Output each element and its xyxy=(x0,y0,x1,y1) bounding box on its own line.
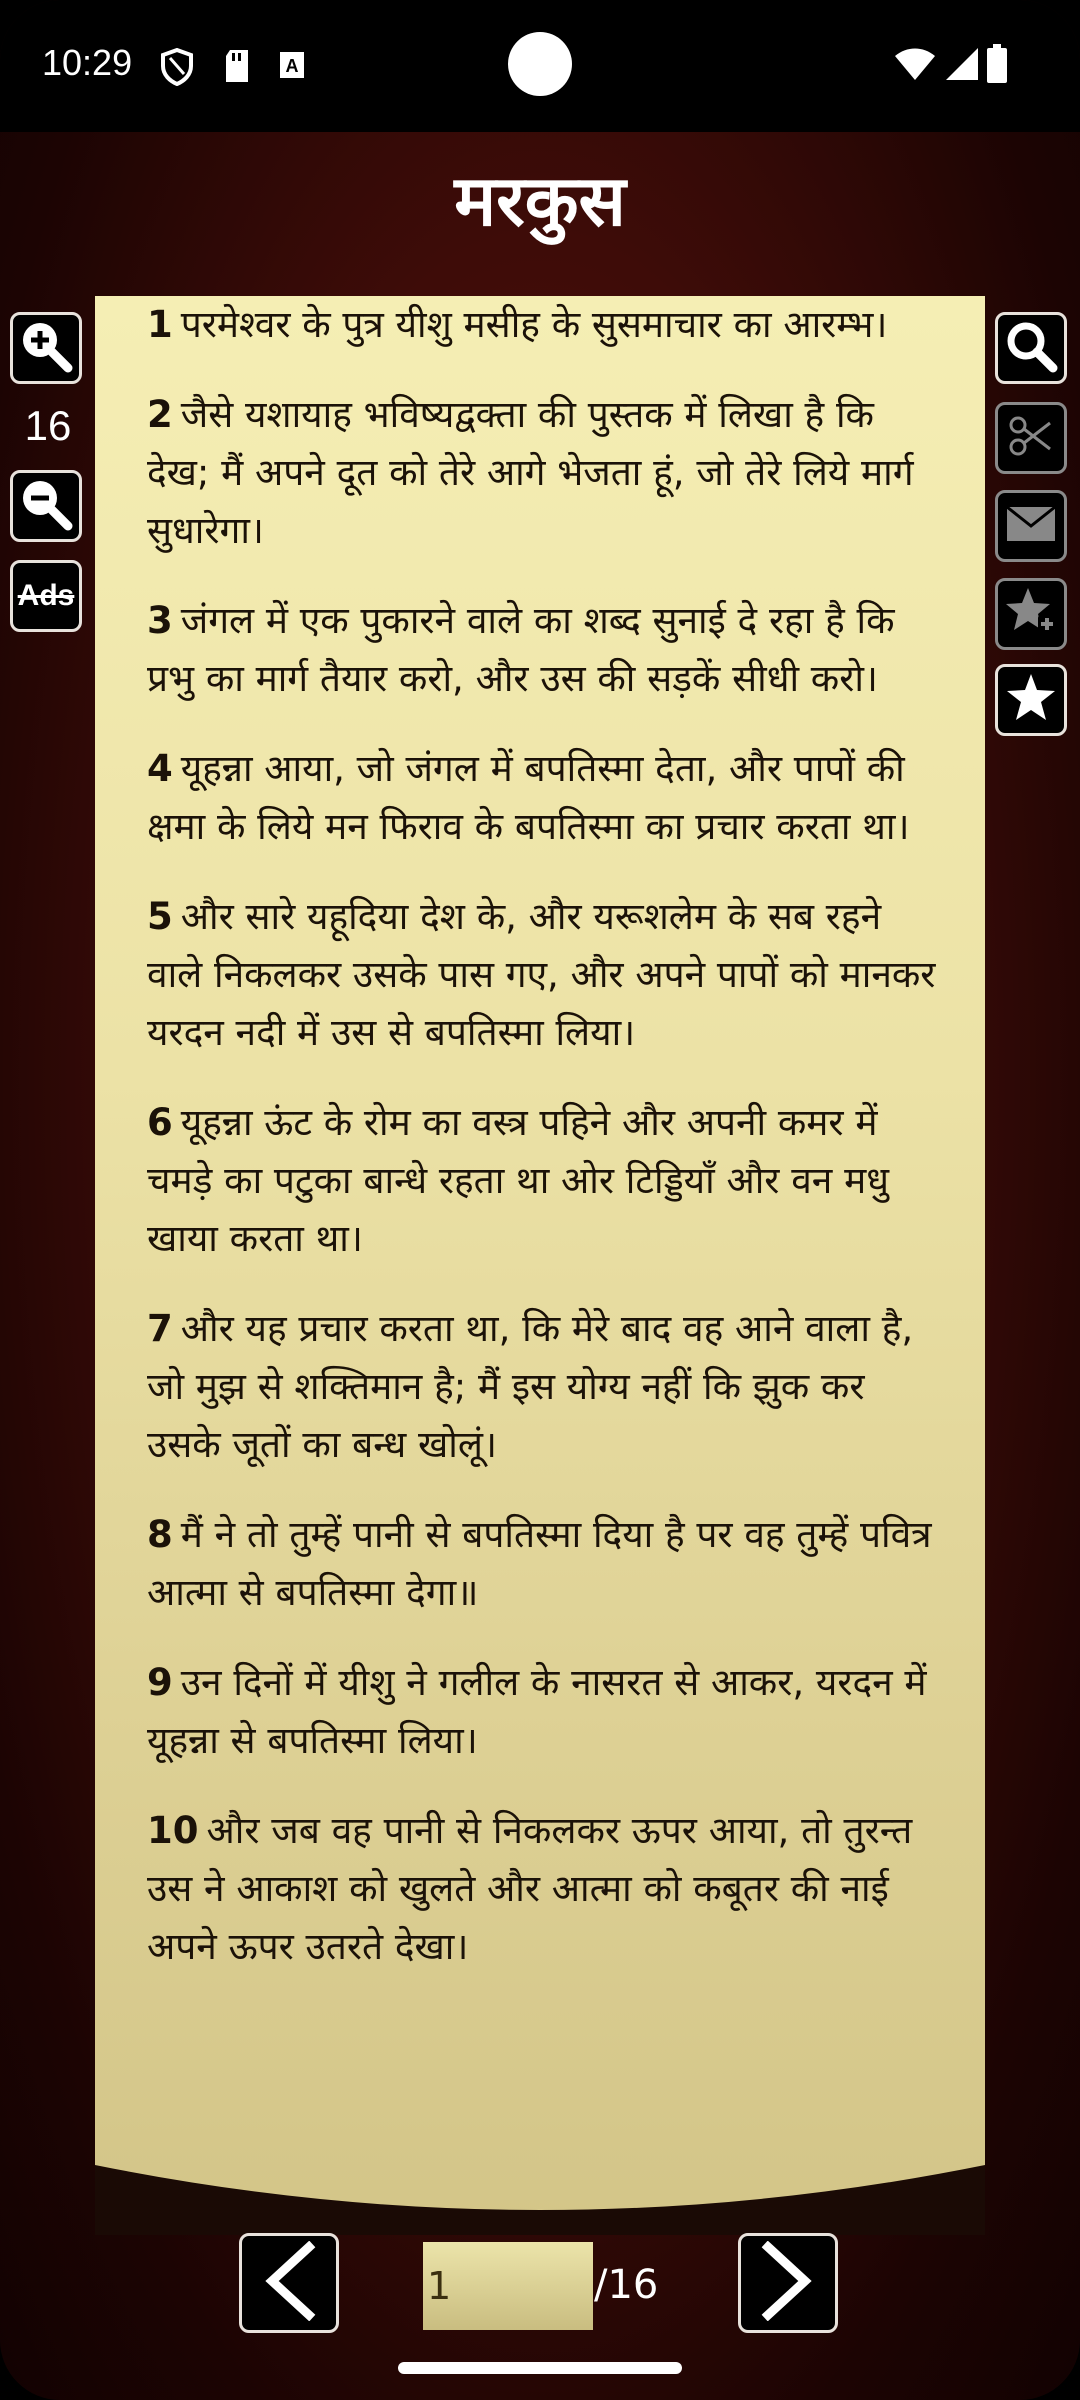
mail-icon xyxy=(1005,504,1057,548)
verse-text: यूहन्ना ऊंट के रोम का वस्त्र पहिने और अपनी कमर में चमड़े का पटुका बान्धे रहता था ओर टिड्डियाँ और वन मधु खाया करता था। xyxy=(147,1101,889,1260)
wifi-icon xyxy=(893,46,937,86)
verse-text: और जब वह पानी से निकलकर ऊपर आया, तो तुरन्त उस ने आकाश को खुलते और आत्मा को कबूतर की नाई अपने ऊपर उतरते देखा। xyxy=(147,1809,913,1968)
zoom-out-icon xyxy=(18,476,74,536)
chevron-left-icon xyxy=(254,2241,324,2325)
zoom-out-button[interactable] xyxy=(10,470,82,542)
zoom-in-button[interactable] xyxy=(10,312,82,384)
verse-item[interactable] xyxy=(147,1300,947,1474)
verse-text: उन दिनों में यीशु ने गलील के नासरत से आकर, यरदन में यूहन्ना से बपतिस्मा लिया। xyxy=(147,1661,927,1762)
battery-icon xyxy=(986,44,1008,88)
book-title: मरकुस xyxy=(454,160,626,242)
search-icon xyxy=(1003,318,1059,378)
star-add-icon xyxy=(1004,585,1058,643)
svg-text:A: A xyxy=(285,56,299,76)
remove-ads-label: Ads xyxy=(17,579,75,612)
verse-number: 4 xyxy=(147,747,173,790)
status-bar xyxy=(0,0,1080,132)
search-button[interactable] xyxy=(995,312,1067,384)
email-button[interactable] xyxy=(995,490,1067,562)
text-icon xyxy=(278,48,306,86)
verse-text: और यह प्रचार करता था, कि मेरे बाद वह आने वाला है, जो मुझ से शक्तिमान है; मैं इस योग्य नहीं कि झुक कर उसके जूतों का बन्ध खोलूं। xyxy=(147,1307,914,1466)
verse-number: 6 xyxy=(147,1101,173,1144)
verse-text: परमेश्वर के पुत्र यीशु मसीह के सुसमाचार का आरम्भ। xyxy=(180,303,888,346)
verse-item[interactable] xyxy=(147,1802,947,1976)
verse-number: 9 xyxy=(147,1661,173,1704)
page-total: /16 xyxy=(594,2262,659,2308)
shield-icon xyxy=(160,48,194,90)
verse-text: यूहन्ना आया, जो जंगल में बपतिस्मा देता, और पापों की क्षमा के लिये मन फिराव के बपतिस्मा का प्रचार करता था। xyxy=(147,747,910,848)
verse-number: 10 xyxy=(147,1809,199,1852)
bookmarks-button[interactable] xyxy=(995,664,1067,736)
verse-item[interactable] xyxy=(147,1654,947,1770)
previous-page-button[interactable] xyxy=(239,2233,339,2333)
verse-number: 7 xyxy=(147,1307,173,1350)
verse-item[interactable] xyxy=(147,1506,947,1622)
verse-number: 1 xyxy=(147,303,173,346)
scripture-page[interactable] xyxy=(95,296,985,2231)
verse-item[interactable] xyxy=(147,386,947,560)
chevron-right-icon xyxy=(753,2241,823,2325)
verse-number: 8 xyxy=(147,1513,173,1556)
verse-item[interactable] xyxy=(147,888,947,1062)
home-indicator[interactable] xyxy=(398,2362,682,2374)
verse-text: जैसे यशायाह भविष्यद्वक्ता की पुस्तक में लिखा है कि देख; मैं अपने दूत को तेरे आगे भेजता हूं, जो तेरे लिये मार्ग सुधारेगा। xyxy=(147,393,914,552)
verse-number: 3 xyxy=(147,599,173,642)
front-camera xyxy=(508,32,572,96)
page-number-input[interactable]: 1 xyxy=(423,2242,593,2330)
verse-text: और सारे यहूदिया देश के, और यरूशलेम के सब रहने वाले निकलकर उसके पास गए, और अपने पापों को मानकर यरदन नदी में उस से बपतिस्मा लिया। xyxy=(147,895,936,1054)
sd-card-icon xyxy=(222,48,252,88)
scissors-icon xyxy=(1006,411,1056,465)
verse-item[interactable] xyxy=(147,296,947,354)
cut-button[interactable] xyxy=(995,402,1067,474)
remove-ads-button[interactable] xyxy=(10,560,82,632)
verse-text: जंगल में एक पुकारने वाले का शब्द सुनाई दे रहा है कि प्रभु का मार्ग तैयार करो, और उस की सड़कें सीधी करो। xyxy=(147,599,895,700)
add-bookmark-button[interactable] xyxy=(995,578,1067,650)
zoom-in-icon xyxy=(18,318,74,378)
font-size-value: 16 xyxy=(24,402,72,449)
next-page-button[interactable] xyxy=(738,2233,838,2333)
verse-item[interactable] xyxy=(147,592,947,708)
verse-item[interactable] xyxy=(147,1094,947,1268)
verse-number: 2 xyxy=(147,393,173,436)
verse-text: मैं ने तो तुम्हें पानी से बपतिस्मा दिया है पर वह तुम्हें पवित्र आत्मा से बपतिस्मा देगा॥ xyxy=(147,1513,932,1614)
verse-list xyxy=(147,296,947,2008)
status-time: 10:29 xyxy=(42,42,133,83)
verse-item[interactable] xyxy=(147,740,947,856)
signal-icon xyxy=(944,46,980,86)
star-icon xyxy=(1004,671,1058,729)
verse-number: 5 xyxy=(147,895,173,938)
